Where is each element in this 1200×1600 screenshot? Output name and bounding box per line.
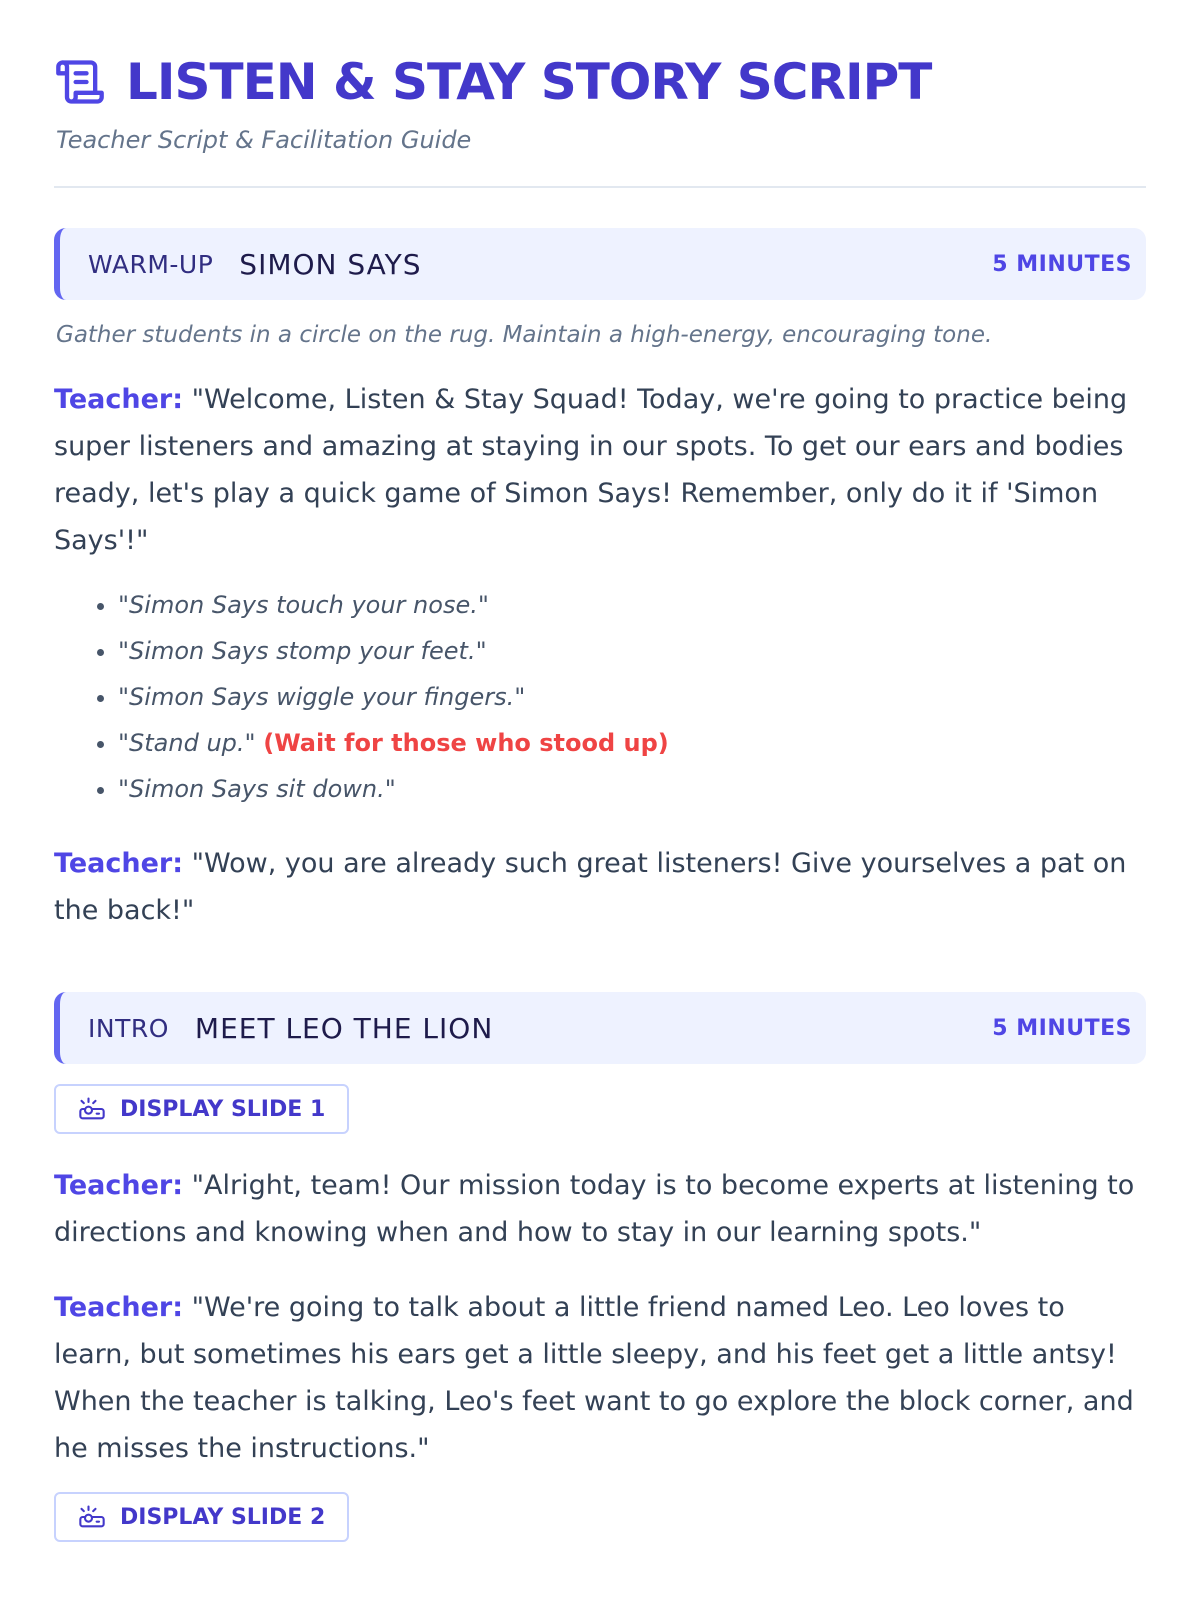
section-title: MEET LEO THE LION — [194, 1011, 494, 1045]
teacher-line-text: "Wow, you are already such great listeners! Give yourselves a pat on the back!" — [54, 848, 1127, 926]
projector-icon — [78, 1095, 106, 1123]
facilitation-note: Gather students in a circle on the rug. Maintain a high-energy, encouraging tone. — [56, 322, 993, 348]
section-duration: 5 MINUTES — [992, 1015, 1132, 1041]
teacher-line-text: "Welcome, Listen & Stay Squad! Today, we're going to practice being super listeners and amazing at staying in our spots. To get our ears and bodies ready, let's play a quick game of Simon Says! Remember, only do it if 'Simon Says'!" — [54, 384, 1128, 556]
list-item — [118, 766, 1146, 812]
speaker-label: Teacher: — [54, 1170, 184, 1201]
section-header-warmup — [54, 228, 1146, 300]
simon-says-list — [54, 582, 1146, 812]
speaker-label: Teacher: — [54, 384, 184, 415]
page-title: LISTEN & STAY STORY SCRIPT — [126, 53, 932, 111]
slide-button-label: DISPLAY SLIDE 1 — [120, 1096, 326, 1122]
projector-icon — [78, 1503, 106, 1531]
command-text: "Simon Says wiggle your fingers." — [118, 683, 526, 711]
stage-cue: (Wait for those who stood up) — [263, 729, 669, 757]
display-slide-2-button[interactable] — [54, 1492, 349, 1542]
section-tag: WARM-UP — [88, 249, 214, 279]
teacher-line — [54, 840, 1146, 934]
teacher-line — [54, 1162, 1146, 1256]
section-tag: INTRO — [88, 1013, 169, 1043]
command-text: "Simon Says stomp your feet." — [118, 637, 487, 665]
command-text: "Stand up." — [118, 729, 256, 757]
slide-button-label: DISPLAY SLIDE 2 — [120, 1504, 326, 1530]
speaker-label: Teacher: — [54, 848, 184, 879]
list-item — [118, 674, 1146, 720]
list-item — [118, 720, 1146, 766]
teacher-line — [54, 376, 1146, 564]
section-header-intro — [54, 992, 1146, 1064]
teacher-line-text: "Alright, team! Our mission today is to become experts at listening to directions and knowing when and how to stay in our learning spots." — [54, 1170, 1135, 1248]
scroll-icon — [54, 56, 106, 108]
command-text: "Simon Says sit down." — [118, 775, 396, 803]
section-title: SIMON SAYS — [239, 247, 422, 281]
command-text: "Simon Says touch your nose." — [118, 591, 489, 619]
header-divider — [54, 186, 1146, 188]
speaker-label: Teacher: — [54, 1292, 184, 1323]
teacher-line-text: "We're going to talk about a little friend named Leo. Leo loves to learn, but sometimes his ears get a little sleepy, and his feet get a little antsy! When the teacher is talking, Leo's feet want to go explore the block corner, and he misses the instructions." — [54, 1292, 1134, 1464]
list-item — [118, 582, 1146, 628]
teacher-line — [54, 1284, 1146, 1472]
display-slide-1-button[interactable] — [54, 1084, 349, 1134]
page-subtitle: Teacher Script & Facilitation Guide — [56, 126, 472, 154]
section-duration: 5 MINUTES — [992, 251, 1132, 277]
header — [54, 52, 1146, 112]
list-item — [118, 628, 1146, 674]
